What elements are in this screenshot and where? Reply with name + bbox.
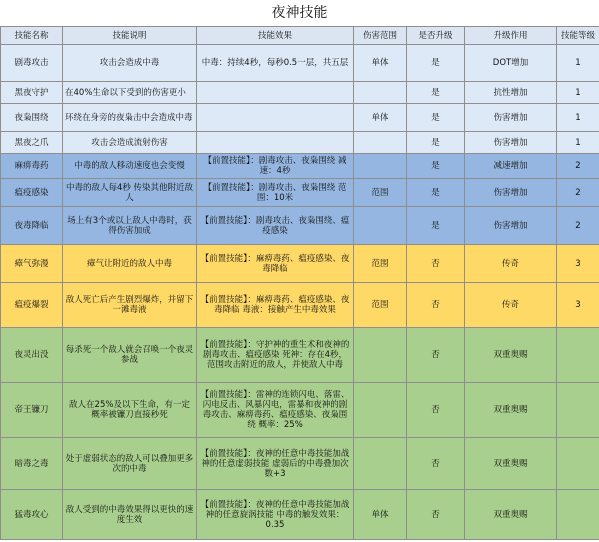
table-row — [1, 154, 599, 179]
col-header-upgrade-effect: 升级作用 — [465, 27, 557, 45]
skill-name: 夜灵出没 — [1, 328, 63, 383]
skill-range: 范围 — [354, 245, 407, 283]
skill-level: 1 — [557, 45, 599, 82]
col-header-upgrade: 是否升级 — [407, 27, 465, 45]
skill-desc: 场上有3个或以上敌人中毒时，获得伤害加成 — [63, 207, 197, 245]
skill-level — [557, 490, 599, 540]
table-row — [1, 132, 599, 154]
skill-effect: 【前置技能】：守护神的重生术和夜神的剧毒攻击、瘟疫感染 死神：存在4秒，范围攻击附近的敌人，并使敌人中毒 — [197, 328, 354, 383]
skill-effect: 【前置技能】：夜神的任意中毒技能加战神的任意虚弱技能 虚弱后的中毒叠加次数+3 — [197, 438, 354, 490]
skill-range: 单体 — [354, 490, 407, 540]
skill-level — [557, 438, 599, 490]
skill-name: 瘟疫爆裂 — [1, 283, 63, 328]
skill-name: 剧毒攻击 — [1, 45, 63, 82]
skill-level: 2 — [557, 179, 599, 207]
skill-name: 帝王镰刀 — [1, 383, 63, 438]
skill-effect: 【前置技能】：麻痹毒药、瘟疫感染、夜毒降临 — [197, 245, 354, 283]
skill-upgrade-effect: 伤害增加 — [465, 104, 557, 132]
skill-effect — [197, 82, 354, 104]
skill-desc: 敌人受到的中毒效果得以更快的速度生效 — [63, 490, 197, 540]
skill-upgrade: 是 — [407, 104, 465, 132]
table-row — [1, 283, 599, 328]
table-row — [1, 104, 599, 132]
skill-desc: 敌人死亡后产生剧烈爆炸，并留下一滩毒液 — [63, 283, 197, 328]
skill-level: 1 — [557, 82, 599, 104]
col-header-name: 技能名称 — [1, 27, 63, 45]
skill-desc: 在40%生命以下受到的伤害更小 — [63, 82, 197, 104]
skill-name: 夜毒降临 — [1, 207, 63, 245]
skill-range — [354, 383, 407, 438]
skill-level: 1 — [557, 104, 599, 132]
skill-name: 暗毒之毒 — [1, 438, 63, 490]
skill-effect: 【前置技能】：剧毒攻击、夜枭围绕 减速：4秒 — [197, 154, 354, 179]
table-row — [1, 45, 599, 82]
col-header-level: 技能等级 — [557, 27, 599, 45]
skill-level: 3 — [557, 283, 599, 328]
col-header-effect: 技能效果 — [197, 27, 354, 45]
sheet-title: 夜神技能 — [0, 0, 599, 26]
table-row — [1, 179, 599, 207]
skill-level: 2 — [557, 207, 599, 245]
skill-range — [354, 207, 407, 245]
skill-desc: 处于虚弱状态的敌人可以叠加更多次的中毒 — [63, 438, 197, 490]
skill-name: 黑夜守护 — [1, 82, 63, 104]
header-row — [1, 27, 599, 45]
table-row — [1, 207, 599, 245]
skill-desc: 中毒的敌人移动速度也会变慢 — [63, 154, 197, 179]
skill-effect: 【前置技能】：雷神的连锁闪电、落雷、闪电反击、风暴闪电，雷暴和夜神的剧毒攻击、麻痹毒药、瘟疫感染、夜枭围绕 概率：25% — [197, 383, 354, 438]
skill-upgrade-effect: 抗性增加 — [465, 82, 557, 104]
skill-upgrade: 是 — [407, 132, 465, 154]
skill-effect: 【前置技能】：剧毒攻击、夜枭围绕、瘟疫感染 — [197, 207, 354, 245]
skill-effect — [197, 132, 354, 154]
table-body — [1, 45, 599, 540]
skill-name: 麻痹毒药 — [1, 154, 63, 179]
skill-desc: 攻击会造成中毒 — [63, 45, 197, 82]
skill-desc: 瘴气让附近的敌人中毒 — [63, 245, 197, 283]
skill-range — [354, 154, 407, 179]
skill-range — [354, 328, 407, 383]
skill-table — [0, 26, 599, 540]
skill-range: 单体 — [354, 45, 407, 82]
skill-upgrade-effect: 传奇 — [465, 245, 557, 283]
skill-range: 单体 — [354, 104, 407, 132]
skill-upgrade-effect: 双重奥赐 — [465, 328, 557, 383]
skill-range — [354, 132, 407, 154]
skill-desc: 攻击会造成流射伤害 — [63, 132, 197, 154]
skill-upgrade-effect: 伤害增加 — [465, 132, 557, 154]
skill-upgrade-effect: DOT增加 — [465, 45, 557, 82]
col-header-desc: 技能说明 — [63, 27, 197, 45]
skill-level: 2 — [557, 154, 599, 179]
skill-upgrade: 否 — [407, 283, 465, 328]
skill-upgrade: 否 — [407, 490, 465, 540]
table-row — [1, 82, 599, 104]
skill-range — [354, 438, 407, 490]
skill-range — [354, 82, 407, 104]
table-row — [1, 328, 599, 383]
skill-level — [557, 383, 599, 438]
skill-upgrade-effect: 双重奥赐 — [465, 490, 557, 540]
skill-upgrade: 否 — [407, 245, 465, 283]
skill-upgrade: 否 — [407, 328, 465, 383]
skill-effect: 【前置技能】：麻痹毒药、瘟疫感染、夜毒降临 毒液：接触产生中毒效果 — [197, 283, 354, 328]
skill-desc: 环绕在身旁的夜枭击中会造成中毒 — [63, 104, 197, 132]
skill-level — [557, 328, 599, 383]
skill-effect: 【前置技能】：剧毒攻击、夜枭围绕 范围：10米 — [197, 179, 354, 207]
skill-upgrade-effect: 减速增加 — [465, 154, 557, 179]
skill-desc: 敌人在25%及以下生命，有一定概率被镰刀直接秒死 — [63, 383, 197, 438]
skill-level: 3 — [557, 245, 599, 283]
skill-upgrade: 是 — [407, 82, 465, 104]
table-row — [1, 245, 599, 283]
skill-upgrade: 否 — [407, 383, 465, 438]
skill-name: 瘴气弥漫 — [1, 245, 63, 283]
skill-upgrade: 是 — [407, 179, 465, 207]
skill-effect: 中毒：持续4秒，每秒0.5一层，共五层 — [197, 45, 354, 82]
skill-name: 瘟疫感染 — [1, 179, 63, 207]
table-row — [1, 490, 599, 540]
skill-upgrade-effect: 传奇 — [465, 283, 557, 328]
skill-upgrade: 是 — [407, 154, 465, 179]
skill-upgrade-effect: 伤害增加 — [465, 207, 557, 245]
skill-range: 范围 — [354, 179, 407, 207]
skill-effect — [197, 104, 354, 132]
skill-desc: 每杀死一个敌人就会召唤一个夜灵参战 — [63, 328, 197, 383]
skill-upgrade: 是 — [407, 45, 465, 82]
col-header-range: 伤害范围 — [354, 27, 407, 45]
skill-name: 黑夜之爪 — [1, 132, 63, 154]
skill-upgrade-effect: 双重奥赐 — [465, 383, 557, 438]
skill-name: 猛毒攻心 — [1, 490, 63, 540]
skill-name: 夜枭围绕 — [1, 104, 63, 132]
skill-level: 1 — [557, 132, 599, 154]
table-row — [1, 438, 599, 490]
skill-desc: 中毒的敌人每4秒 传染其他附近敌人 — [63, 179, 197, 207]
skill-upgrade-effect: 伤害增加 — [465, 179, 557, 207]
skill-upgrade: 是 — [407, 207, 465, 245]
skill-effect: 【前置技能】：夜神的任意中毒技能加战神的任意旋涡技能 中毒的触发效果：0.35 — [197, 490, 354, 540]
table-row — [1, 383, 599, 438]
skill-range: 范围 — [354, 283, 407, 328]
skill-upgrade: 否 — [407, 438, 465, 490]
skill-upgrade-effect: 双重奥赐 — [465, 438, 557, 490]
